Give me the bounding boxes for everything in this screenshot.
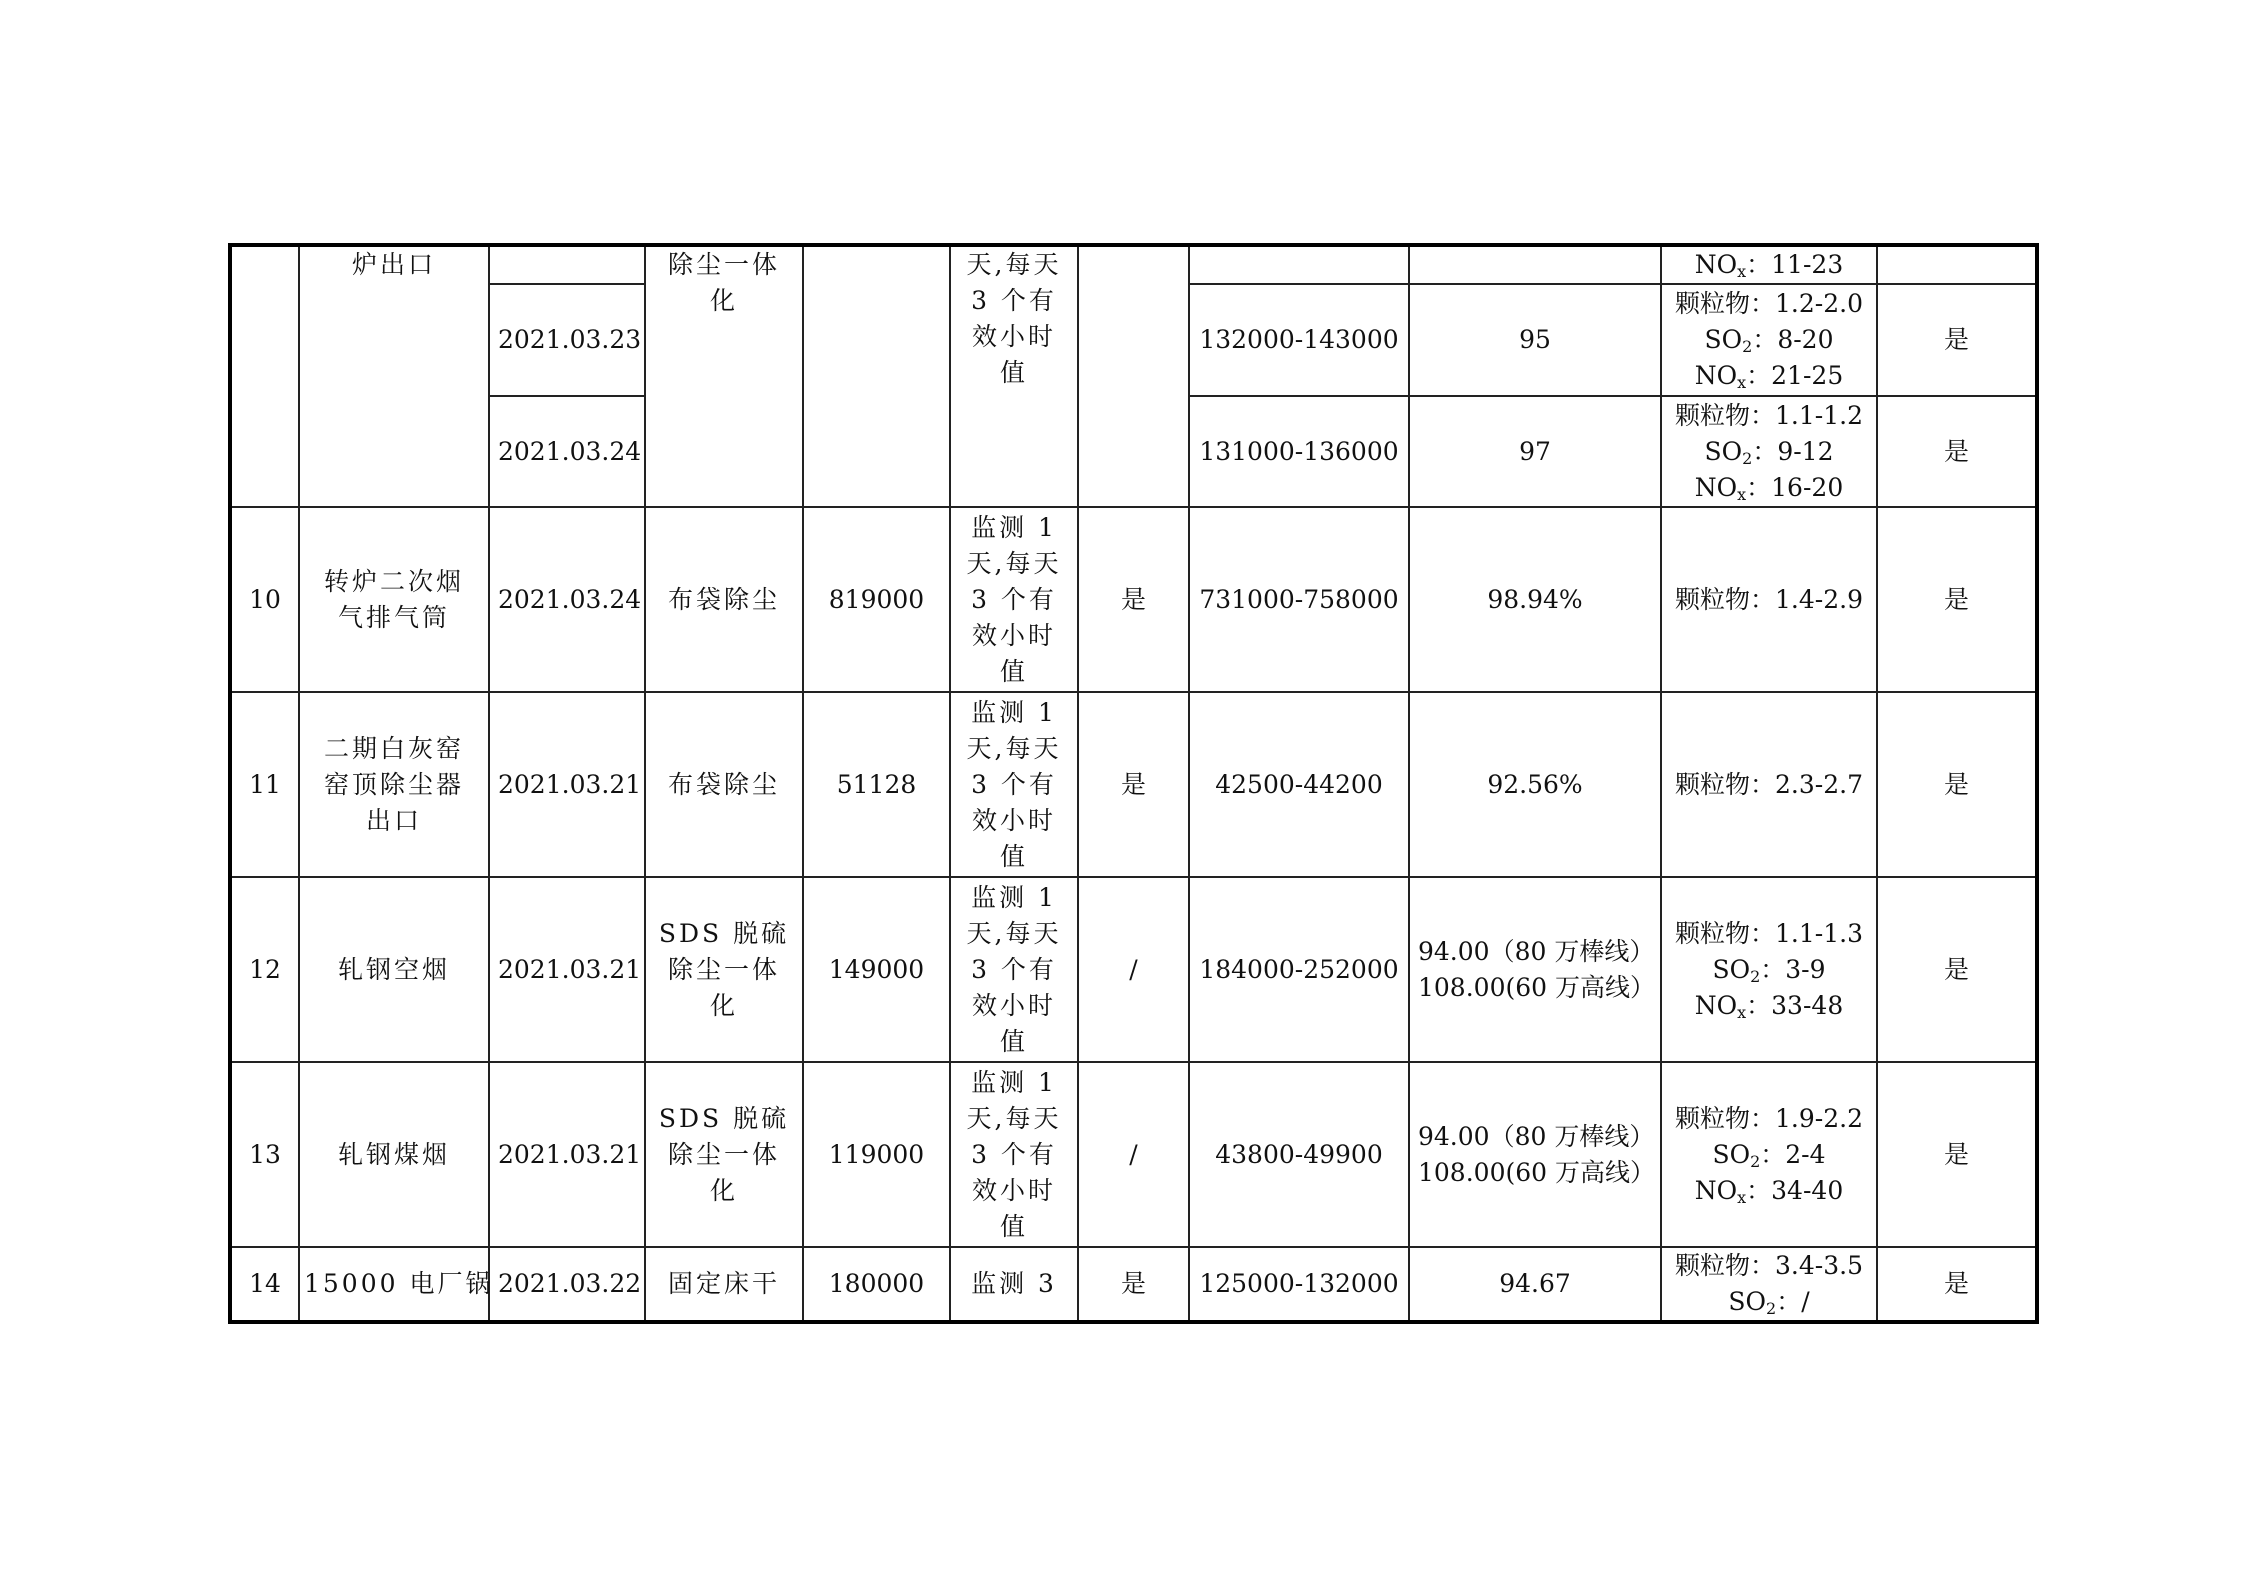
cell-flow: 125000-132000: [1189, 1247, 1409, 1322]
cell-concentration: 颗粒物：1.9-2.2 $SO_2$：2-4 $NO_x$：34-40: [1661, 1062, 1877, 1247]
cell-date: 2021.03.21: [489, 692, 645, 877]
cell-source: 炉出口: [299, 245, 489, 507]
cell-concentration: 颗粒物：1.4-2.9: [1661, 507, 1877, 692]
cell-no: 13: [230, 1062, 299, 1247]
cell-date: 2021.03.24: [489, 507, 645, 692]
table-row: [230, 692, 2037, 877]
cell-efficiency: 92.56%: [1409, 692, 1661, 877]
cell-flow: 42500-44200: [1189, 692, 1409, 877]
cell-flow: 132000-143000: [1189, 284, 1409, 396]
cell-frequency: 监测 1 天,每天 3 个有 效小时 值: [950, 1062, 1078, 1247]
cell-method: 固定床干: [645, 1247, 803, 1322]
table-row: [230, 1247, 2037, 1322]
cell-method: 除尘一体 化: [645, 245, 803, 507]
cell-concentration: 颗粒物：1.1-1.3 $SO_2$：3-9 $NO_x$：33-48: [1661, 877, 1877, 1062]
cell-concentration: 颗粒物：3.4-3.5 $SO_2$：/: [1661, 1247, 1877, 1322]
cell-design: [803, 245, 950, 507]
cell-design: 149000: [803, 877, 950, 1062]
cell-efficiency: 95: [1409, 284, 1661, 396]
cell-efficiency: 98.94%: [1409, 507, 1661, 692]
cell-concentration: 颗粒物：1.1-1.2 $SO_2$：9-12 $NO_x$：16-20: [1661, 396, 1877, 507]
cell-source: 轧钢空烟: [299, 877, 489, 1062]
cell-no: 11: [230, 692, 299, 877]
cell-flow: 184000-252000: [1189, 877, 1409, 1062]
cell-online: /: [1078, 1062, 1189, 1247]
cell-design: 51128: [803, 692, 950, 877]
cell-frequency: 监测 1 天,每天 3 个有 效小时 值: [950, 507, 1078, 692]
cell-source: 二期白灰窑 窑顶除尘器 出口: [299, 692, 489, 877]
table-row: [230, 1062, 2037, 1247]
cell-method: 布袋除尘: [645, 692, 803, 877]
cell-source: 轧钢煤烟: [299, 1062, 489, 1247]
cell-method: SDS 脱硫 除尘一体 化: [645, 877, 803, 1062]
cell-flow: [1189, 245, 1409, 284]
cell-compliance: 是: [1877, 877, 2037, 1062]
cell-frequency: 监测 1 天,每天 3 个有 效小时 值: [950, 692, 1078, 877]
cell-method: 布袋除尘: [645, 507, 803, 692]
cell-concentration: 颗粒物：1.2-2.0 $SO_2$：8-20 $NO_x$：21-25: [1661, 284, 1877, 396]
cell-efficiency: 94.00（80 万棒线） 108.00(60 万高线）: [1409, 1062, 1661, 1247]
cell-efficiency: 94.67: [1409, 1247, 1661, 1322]
cell-design: 180000: [803, 1247, 950, 1322]
cell-online: 是: [1078, 507, 1189, 692]
cell-efficiency: 94.00（80 万棒线） 108.00(60 万高线）: [1409, 877, 1661, 1062]
cell-date: 2021.03.23: [489, 284, 645, 396]
monitoring-table: [228, 243, 2039, 1324]
cell-source: 15000 电厂锅: [299, 1247, 489, 1322]
cell-compliance: 是: [1877, 1062, 2037, 1247]
cell-frequency: 天,每天 3 个有 效小时 值: [950, 245, 1078, 507]
cell-flow: 43800-49900: [1189, 1062, 1409, 1247]
cell-online: /: [1078, 877, 1189, 1062]
cell-concentration: $NO_x$：11-23: [1661, 245, 1877, 284]
cell-design: 819000: [803, 507, 950, 692]
cell-frequency: 监测 3: [950, 1247, 1078, 1322]
cell-no: 12: [230, 877, 299, 1062]
cell-design: 119000: [803, 1062, 950, 1247]
table-row: [230, 507, 2037, 692]
cell-concentration: 颗粒物：2.3-2.7: [1661, 692, 1877, 877]
cell-date: 2021.03.21: [489, 1062, 645, 1247]
cell-method: SDS 脱硫 除尘一体 化: [645, 1062, 803, 1247]
cell-date: 2021.03.21: [489, 877, 645, 1062]
table-row: [230, 245, 2037, 284]
cell-compliance: [1877, 245, 2037, 284]
cell-no: 10: [230, 507, 299, 692]
cell-no: [230, 245, 299, 507]
table-row: [230, 877, 2037, 1062]
cell-date: [489, 245, 645, 284]
cell-efficiency: 97: [1409, 396, 1661, 507]
cell-online: [1078, 245, 1189, 507]
cell-online: 是: [1078, 692, 1189, 877]
cell-flow: 731000-758000: [1189, 507, 1409, 692]
cell-frequency: 监测 1 天,每天 3 个有 效小时 值: [950, 877, 1078, 1062]
cell-compliance: 是: [1877, 507, 2037, 692]
cell-no: 14: [230, 1247, 299, 1322]
cell-source: 转炉二次烟 气排气筒: [299, 507, 489, 692]
cell-efficiency: [1409, 245, 1661, 284]
cell-date: 2021.03.22: [489, 1247, 645, 1322]
cell-compliance: 是: [1877, 1247, 2037, 1322]
cell-compliance: 是: [1877, 396, 2037, 507]
cell-online: 是: [1078, 1247, 1189, 1322]
cell-compliance: 是: [1877, 692, 2037, 877]
cell-date: 2021.03.24: [489, 396, 645, 507]
cell-flow: 131000-136000: [1189, 396, 1409, 507]
cell-compliance: 是: [1877, 284, 2037, 396]
